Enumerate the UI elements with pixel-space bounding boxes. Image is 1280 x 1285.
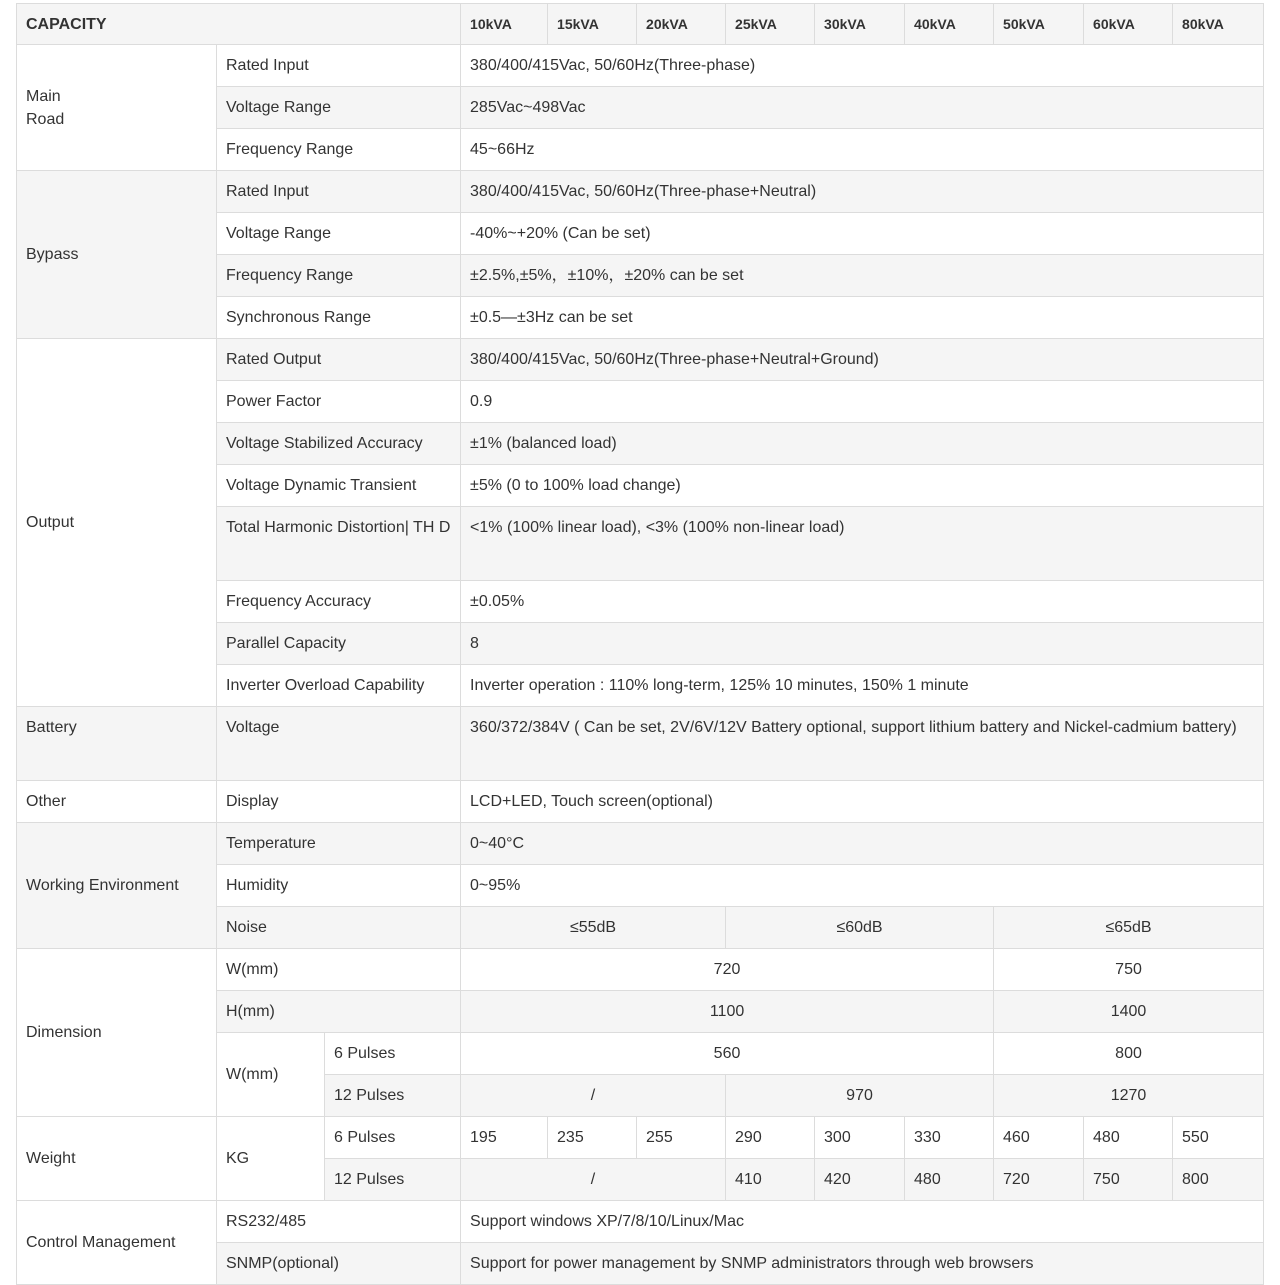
weight-value: 290 — [726, 1117, 815, 1159]
param-label: Rated Input — [217, 171, 461, 213]
table-row — [17, 1117, 1264, 1159]
model-header-50kva: 50kVA — [994, 4, 1084, 45]
weight-value: / — [461, 1159, 726, 1201]
param-label: Humidity — [217, 865, 461, 907]
model-header-10kva: 10kVA — [461, 4, 548, 45]
param-value: 0.9 — [461, 381, 1264, 423]
param-value: <1% (100% linear load), <3% (100% non-linear load) — [461, 507, 1264, 581]
param-label: Frequency Range — [217, 129, 461, 171]
dimension-value: 1400 — [994, 991, 1264, 1033]
dimension-value: 970 — [726, 1075, 994, 1117]
param-label: Rated Output — [217, 339, 461, 381]
param-label: Power Factor — [217, 381, 461, 423]
ups-spec-table — [16, 3, 1264, 1285]
param-label: Synchronous Range — [217, 297, 461, 339]
section-label-bypass: Bypass — [17, 171, 217, 339]
table-row — [17, 781, 1264, 823]
param-label: Display — [217, 781, 461, 823]
weight-value: 480 — [1084, 1117, 1173, 1159]
table-row — [17, 823, 1264, 865]
param-value: ±5% (0 to 100% load change) — [461, 465, 1264, 507]
model-header-20kva: 20kVA — [637, 4, 726, 45]
weight-value: 460 — [994, 1117, 1084, 1159]
param-label: Inverter Overload Capability — [217, 665, 461, 707]
table-row — [17, 171, 1264, 213]
model-header-25kva: 25kVA — [726, 4, 815, 45]
param-value: 8 — [461, 623, 1264, 665]
table-row — [17, 949, 1264, 991]
dimension-value: 750 — [994, 949, 1264, 991]
param-value: 380/400/415Vac, 50/60Hz(Three-phase+Neutral) — [461, 171, 1264, 213]
section-label-other: Other — [17, 781, 217, 823]
param-label: Voltage Dynamic Transient — [217, 465, 461, 507]
table-row — [17, 45, 1264, 87]
section-label-working-environment: Working Environment — [17, 823, 217, 949]
weight-value: 330 — [905, 1117, 994, 1159]
param-label: SNMP(optional) — [217, 1243, 461, 1285]
weight-value: 410 — [726, 1159, 815, 1201]
param-value: ±0.5—±3Hz can be set — [461, 297, 1264, 339]
param-label: Voltage Stabilized Accuracy — [217, 423, 461, 465]
model-header-80kva: 80kVA — [1173, 4, 1264, 45]
param-label: W(mm) — [217, 949, 461, 991]
param-value: Support windows XP/7/8/10/Linux/Mac — [461, 1201, 1264, 1243]
section-label-dimension: Dimension — [17, 949, 217, 1117]
param-value: 380/400/415Vac, 50/60Hz(Three-phase) — [461, 45, 1264, 87]
dimension-value: / — [461, 1075, 726, 1117]
model-header-30kva: 30kVA — [815, 4, 905, 45]
pulse-label: 6 Pulses — [325, 1117, 461, 1159]
weight-value: 420 — [815, 1159, 905, 1201]
param-value: LCD+LED, Touch screen(optional) — [461, 781, 1264, 823]
param-label: Frequency Accuracy — [217, 581, 461, 623]
param-value: 45~66Hz — [461, 129, 1264, 171]
table-header-row — [17, 4, 1264, 45]
param-label: Voltage — [217, 707, 461, 781]
param-label: Voltage Range — [217, 87, 461, 129]
param-label: W(mm) — [217, 1033, 325, 1117]
param-label: Parallel Capacity — [217, 623, 461, 665]
param-value: -40%~+20% (Can be set) — [461, 213, 1264, 255]
weight-value: 550 — [1173, 1117, 1264, 1159]
dimension-value: 1270 — [994, 1075, 1264, 1117]
table-row — [17, 707, 1264, 781]
dimension-value: 1100 — [461, 991, 994, 1033]
param-label: RS232/485 — [217, 1201, 461, 1243]
param-label: Temperature — [217, 823, 461, 865]
param-value: 0~40°C — [461, 823, 1264, 865]
section-label-output: Output — [17, 339, 217, 707]
weight-value: 300 — [815, 1117, 905, 1159]
weight-value: 750 — [1084, 1159, 1173, 1201]
param-value: 380/400/415Vac, 50/60Hz(Three-phase+Neutral+Ground) — [461, 339, 1264, 381]
section-label-battery: Battery — [17, 707, 217, 781]
dimension-value: 560 — [461, 1033, 994, 1075]
noise-value-10-20kva: ≤55dB — [461, 907, 726, 949]
pulse-label: 6 Pulses — [325, 1033, 461, 1075]
model-header-40kva: 40kVA — [905, 4, 994, 45]
param-value: ±0.05% — [461, 581, 1264, 623]
param-label: H(mm) — [217, 991, 461, 1033]
param-value: Support for power management by SNMP administrators through web browsers — [461, 1243, 1264, 1285]
weight-value: 235 — [548, 1117, 637, 1159]
weight-value: 480 — [905, 1159, 994, 1201]
dimension-value: 800 — [994, 1033, 1264, 1075]
pulse-label: 12 Pulses — [325, 1159, 461, 1201]
section-label-main-road: Main Road — [17, 45, 217, 171]
section-label-control-management: Control Management — [17, 1201, 217, 1285]
weight-value: 195 — [461, 1117, 548, 1159]
capacity-header: CAPACITY — [17, 4, 461, 45]
noise-value-50-80kva: ≤65dB — [994, 907, 1264, 949]
param-value: 0~95% — [461, 865, 1264, 907]
weight-value: 800 — [1173, 1159, 1264, 1201]
param-value: Inverter operation : 110% long-term, 125% 10 minutes, 150% 1 minute — [461, 665, 1264, 707]
model-header-15kva: 15kVA — [548, 4, 637, 45]
section-label-weight: Weight — [17, 1117, 217, 1201]
param-value: ±1% (balanced load) — [461, 423, 1264, 465]
param-value: ±2.5%,±5%，±10%，±20% can be set — [461, 255, 1264, 297]
param-label: Voltage Range — [217, 213, 461, 255]
spec-table-container — [16, 3, 1264, 1285]
weight-unit: KG — [217, 1117, 325, 1201]
pulse-label: 12 Pulses — [325, 1075, 461, 1117]
param-label: Noise — [217, 907, 461, 949]
param-label: Rated Input — [217, 45, 461, 87]
dimension-value: 720 — [461, 949, 994, 991]
table-row — [17, 339, 1264, 381]
weight-value: 720 — [994, 1159, 1084, 1201]
weight-value: 255 — [637, 1117, 726, 1159]
param-label: Frequency Range — [217, 255, 461, 297]
param-value: 285Vac~498Vac — [461, 87, 1264, 129]
table-row — [17, 1201, 1264, 1243]
model-header-60kva: 60kVA — [1084, 4, 1173, 45]
noise-value-25-40kva: ≤60dB — [726, 907, 994, 949]
param-value: 360/372/384V ( Can be set, 2V/6V/12V Battery optional, support lithium battery and Nickel-cadmium battery) — [461, 707, 1264, 781]
param-label: Total Harmonic Distortion| TH D — [217, 507, 461, 581]
